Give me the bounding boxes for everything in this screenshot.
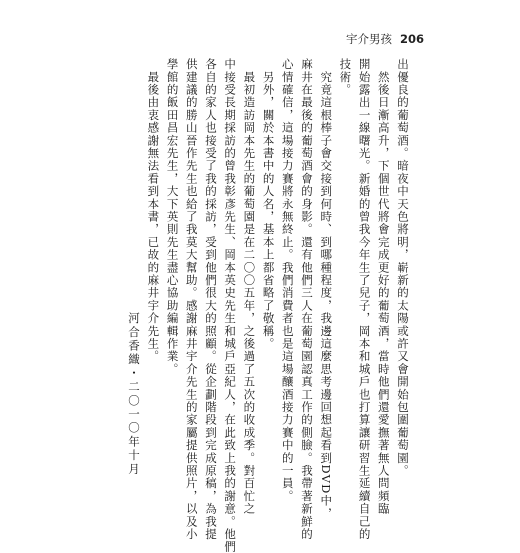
text-line-8: 另外，關於本書中的人名，基本上都省略了敬稱。	[261, 58, 276, 351]
page-header	[346, 31, 424, 47]
author-signature: 河合香織・二〇一〇年十月	[127, 312, 141, 477]
text-line-6: 麻井在最後的葡萄酒會的身影。還有他們三人在葡萄園認真工作的側臉。我帶著新鮮的	[299, 58, 314, 541]
text-line-14: 最後由衷感謝無法看到本書，已故的麻井宇介先生。	[146, 58, 161, 363]
text-line-12: 供建議的勝山晉作先生也給了我莫大幫助。感謝麻井宇介先生的家屬提供照片，以及小	[184, 58, 199, 541]
text-line-1: 出優良的葡萄酒。暗夜中天色將明，嶄新的太陽或許又會開始包圍葡萄園。	[396, 58, 410, 478]
text-line-4: 技術。	[338, 58, 353, 97]
text-line-10: 中接受長期採訪的曾我彰彥先生、岡本英史先生和城戶亞紀人，在此致上我的謝意。他們	[223, 58, 238, 553]
text-line-13: 學館的飯田昌宏先生，大下英則先生盡心協助編輯作業。	[165, 58, 180, 376]
text-line-9: 最初造訪岡本先生的葡萄園是在二〇〇五年，之後過了五次的收成季。對百忙之	[242, 58, 257, 516]
text-line-3: 開始露出一線曙光。新婚的曾我今年生了兒子，岡本和城戶也打算讓研習生延續自己的	[357, 58, 372, 541]
running-title: 宇介男孩	[345, 32, 392, 46]
text-line-11: 各自的家人也接受了我的採訪，受到他們很大的照顧。從企劃階段到完成原稿，為我提	[203, 58, 218, 541]
text-line-5: 究竟這根棒子會交接到何時、到哪種程度，我邊這麼思考邊回想起看到DVD中，	[319, 58, 334, 520]
text-line-7: 心情確信，這場接力賽將永無終止。我們消費者也是這場釀酒接力賽中的一員。	[280, 58, 295, 503]
text-line-2: 然後日漸高升，下個世代將會完成更好的葡萄酒，當時他們還愛撫著無人問頻臨	[376, 58, 391, 516]
page-number: 206	[399, 32, 424, 46]
body-text	[146, 58, 412, 553]
